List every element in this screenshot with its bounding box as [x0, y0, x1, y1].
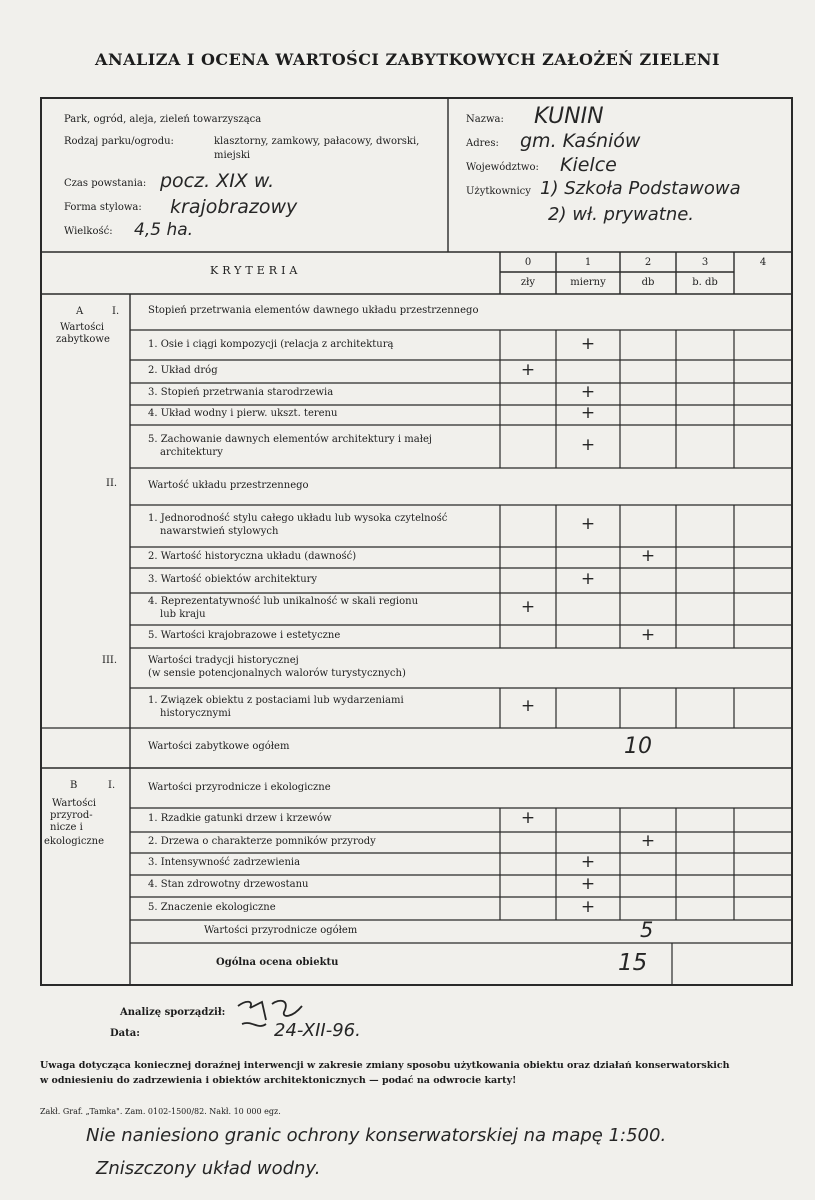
rating-mark: +	[520, 597, 536, 617]
section-a-letter: A	[76, 306, 84, 317]
rodzaj-options-2: miejski	[214, 150, 251, 161]
section-b-name-4: ekologiczne	[44, 836, 105, 847]
criterion-label: 4. Reprezentatywność lub unikalność w skali regionu	[148, 596, 419, 607]
document-title: ANALIZA I OCENA WARTOŚCI ZABYTKOWYCH ZAŁOŻEŃ ZIELENI	[95, 50, 720, 69]
criterion-label: 3. Wartość obiektów architektury	[148, 573, 318, 585]
kryteria-heading: KRYTERIA	[210, 264, 302, 277]
section-a-name-2: zabytkowe	[56, 334, 110, 345]
rating-mark: +	[580, 568, 596, 589]
park-type-label: Park, ogród, aleja, zieleń towarzysząca	[64, 114, 262, 125]
nazwa-label: Nazwa:	[466, 114, 504, 125]
rating-mark: +	[580, 333, 596, 354]
criterion-label: 5. Zachowanie dawnych elementów architektury i małej	[148, 433, 432, 445]
rating-mark: +	[580, 403, 596, 423]
ogolna-label: Ogólna ocena obiektu	[216, 957, 339, 968]
ogolna-value: 15	[618, 950, 648, 976]
forma-value: krajobrazowy	[170, 196, 298, 218]
handwritten-note-2: Zniszczony układ wodny.	[96, 1158, 321, 1179]
data-value: 24-XII-96.	[274, 1020, 361, 1041]
rating-mark: +	[580, 382, 596, 402]
wielkosc-label: Wielkość:	[64, 226, 113, 237]
criterion-label: 1. Rzadkie gatunki drzew i krzewów	[148, 813, 332, 824]
criterion-label-cont: lub kraju	[160, 609, 206, 620]
col-0-num: 0	[524, 257, 532, 268]
data-label: Data:	[110, 1028, 140, 1039]
przyrodnicze-total-value: 5	[640, 918, 654, 942]
group-b-title: Wartości przyrodnicze i ekologiczne	[148, 782, 331, 793]
forma-label: Forma stylowa:	[64, 202, 142, 213]
uwaga-line-1: Uwaga dotycząca koniecznej doraźnej interwencji w zakresie zmiany sposobu użytkowania obiektu oraz działań konserwatorskich	[40, 1060, 730, 1071]
rating-mark: +	[640, 545, 656, 566]
rating-mark: +	[640, 830, 656, 851]
criterion-label: 5. Znaczenie ekologiczne	[148, 901, 276, 913]
criterion-label: 2. Wartość historyczna układu (dawność)	[148, 550, 357, 562]
criterion-label: 5. Wartości krajobrazowe i estetyczne	[148, 629, 341, 641]
analize-label: Analizę sporządził:	[120, 1007, 226, 1018]
criterion-label: 3. Intensywność zadrzewienia	[148, 857, 301, 868]
czas-value: pocz. XIX w.	[160, 170, 275, 192]
group-2-roman: II.	[106, 478, 118, 489]
col-2-num: 2	[644, 257, 652, 268]
rating-mark: +	[520, 808, 536, 828]
criterion-label: 1. Osie i ciągi kompozycji (relacja z architekturą	[148, 338, 394, 350]
criterion-label: 1. Jednorodność stylu całego układu lub wysoka czytelność	[148, 513, 448, 524]
adres-value: gm. Kaśniów	[520, 130, 641, 152]
zabytkowe-total-value: 10	[624, 734, 652, 759]
section-a-roman: I.	[112, 306, 120, 317]
rating-mark: +	[580, 434, 596, 455]
rating-mark: +	[580, 874, 596, 894]
col-1-label: mierny	[570, 277, 606, 288]
section-b-name-3: nicze i	[50, 822, 83, 833]
imprint: Zakł. Graf. „Tamka". Zam. 0102-1500/82. Nakł. 10 000 egz.	[40, 1107, 281, 1116]
section-b-name-1: Wartości	[52, 798, 97, 809]
criterion-label-cont: nawarstwień stylowych	[160, 526, 279, 537]
przyrodnicze-total-label: Wartości przyrodnicze ogółem	[204, 925, 358, 936]
group-1-title: Stopień przetrwania elementów dawnego układu przestrzennego	[148, 305, 479, 316]
rating-mark: +	[640, 624, 656, 645]
criterion-label: 4. Układ wodny i pierw. ukszt. terenu	[148, 408, 338, 419]
wielkosc-value: 4,5 ha.	[134, 220, 194, 240]
criterion-label: 2. Drzewa o charakterze pomników przyrody	[148, 835, 376, 847]
uzytkownicy-value-1: 1) Szkoła Podstawowa	[540, 178, 741, 199]
section-b-name-2: przyrod-	[50, 810, 93, 821]
group-3-title: Wartości tradycji historycznej	[148, 655, 299, 666]
section-b-letter: B	[70, 780, 78, 791]
zabytkowe-total-label: Wartości zabytkowe ogółem	[148, 741, 290, 752]
rating-mark: +	[520, 359, 536, 380]
rodzaj-options: klasztorny, zamkowy, pałacowy, dworski,	[214, 136, 420, 147]
group-3-roman: III.	[102, 655, 118, 666]
adres-label: Adres:	[466, 138, 499, 149]
uwaga-line-2: w odniesieniu do zadrzewienia i obiektów architektonicznych — podać na odwrocie karty!	[40, 1075, 517, 1086]
group-3-subtitle: (w sensie potencjonalnych walorów turystycznych)	[148, 668, 406, 679]
col-2-label: db	[641, 277, 655, 288]
rating-mark: +	[580, 514, 596, 534]
col-4-num: 4	[759, 257, 767, 268]
section-a-name: Wartości	[60, 322, 105, 333]
uzytkownicy-value-2: 2) wł. prywatne.	[548, 204, 695, 225]
wojewodztwo-value: Kielce	[560, 154, 617, 176]
criterion-label: 3. Stopień przetrwania starodrzewia	[148, 387, 334, 398]
criterion-label: 4. Stan zdrowotny drzewostanu	[148, 879, 309, 890]
rating-mark: +	[580, 896, 596, 917]
col-3-label: b. db	[692, 277, 718, 288]
criterion-label: 2. Układ dróg	[148, 364, 218, 376]
wojewodztwo-label: Województwo:	[466, 162, 539, 173]
col-1-num: 1	[584, 257, 592, 268]
group-2-title: Wartość układu przestrzennego	[148, 480, 309, 491]
rodzaj-label: Rodzaj parku/ogrodu:	[64, 136, 174, 147]
col-0-label: zły	[520, 277, 536, 288]
rating-mark: +	[520, 696, 536, 716]
criterion-label-cont: historycznymi	[160, 708, 231, 719]
uzytkownicy-label: Użytkownicy	[466, 186, 531, 197]
czas-label: Czas powstania:	[64, 178, 147, 189]
criterion-label: 1. Związek obiektu z postaciami lub wydarzeniami	[148, 695, 404, 706]
nazwa-value: KUNIN	[534, 104, 604, 129]
handwritten-note-1: Nie naniesiono granic ochrony konserwatorskiej na mapę 1:500.	[86, 1125, 667, 1146]
criterion-label-cont: architektury	[160, 446, 223, 458]
section-b-roman: I.	[108, 780, 116, 791]
col-3-num: 3	[701, 257, 709, 268]
rating-mark: +	[580, 852, 596, 872]
